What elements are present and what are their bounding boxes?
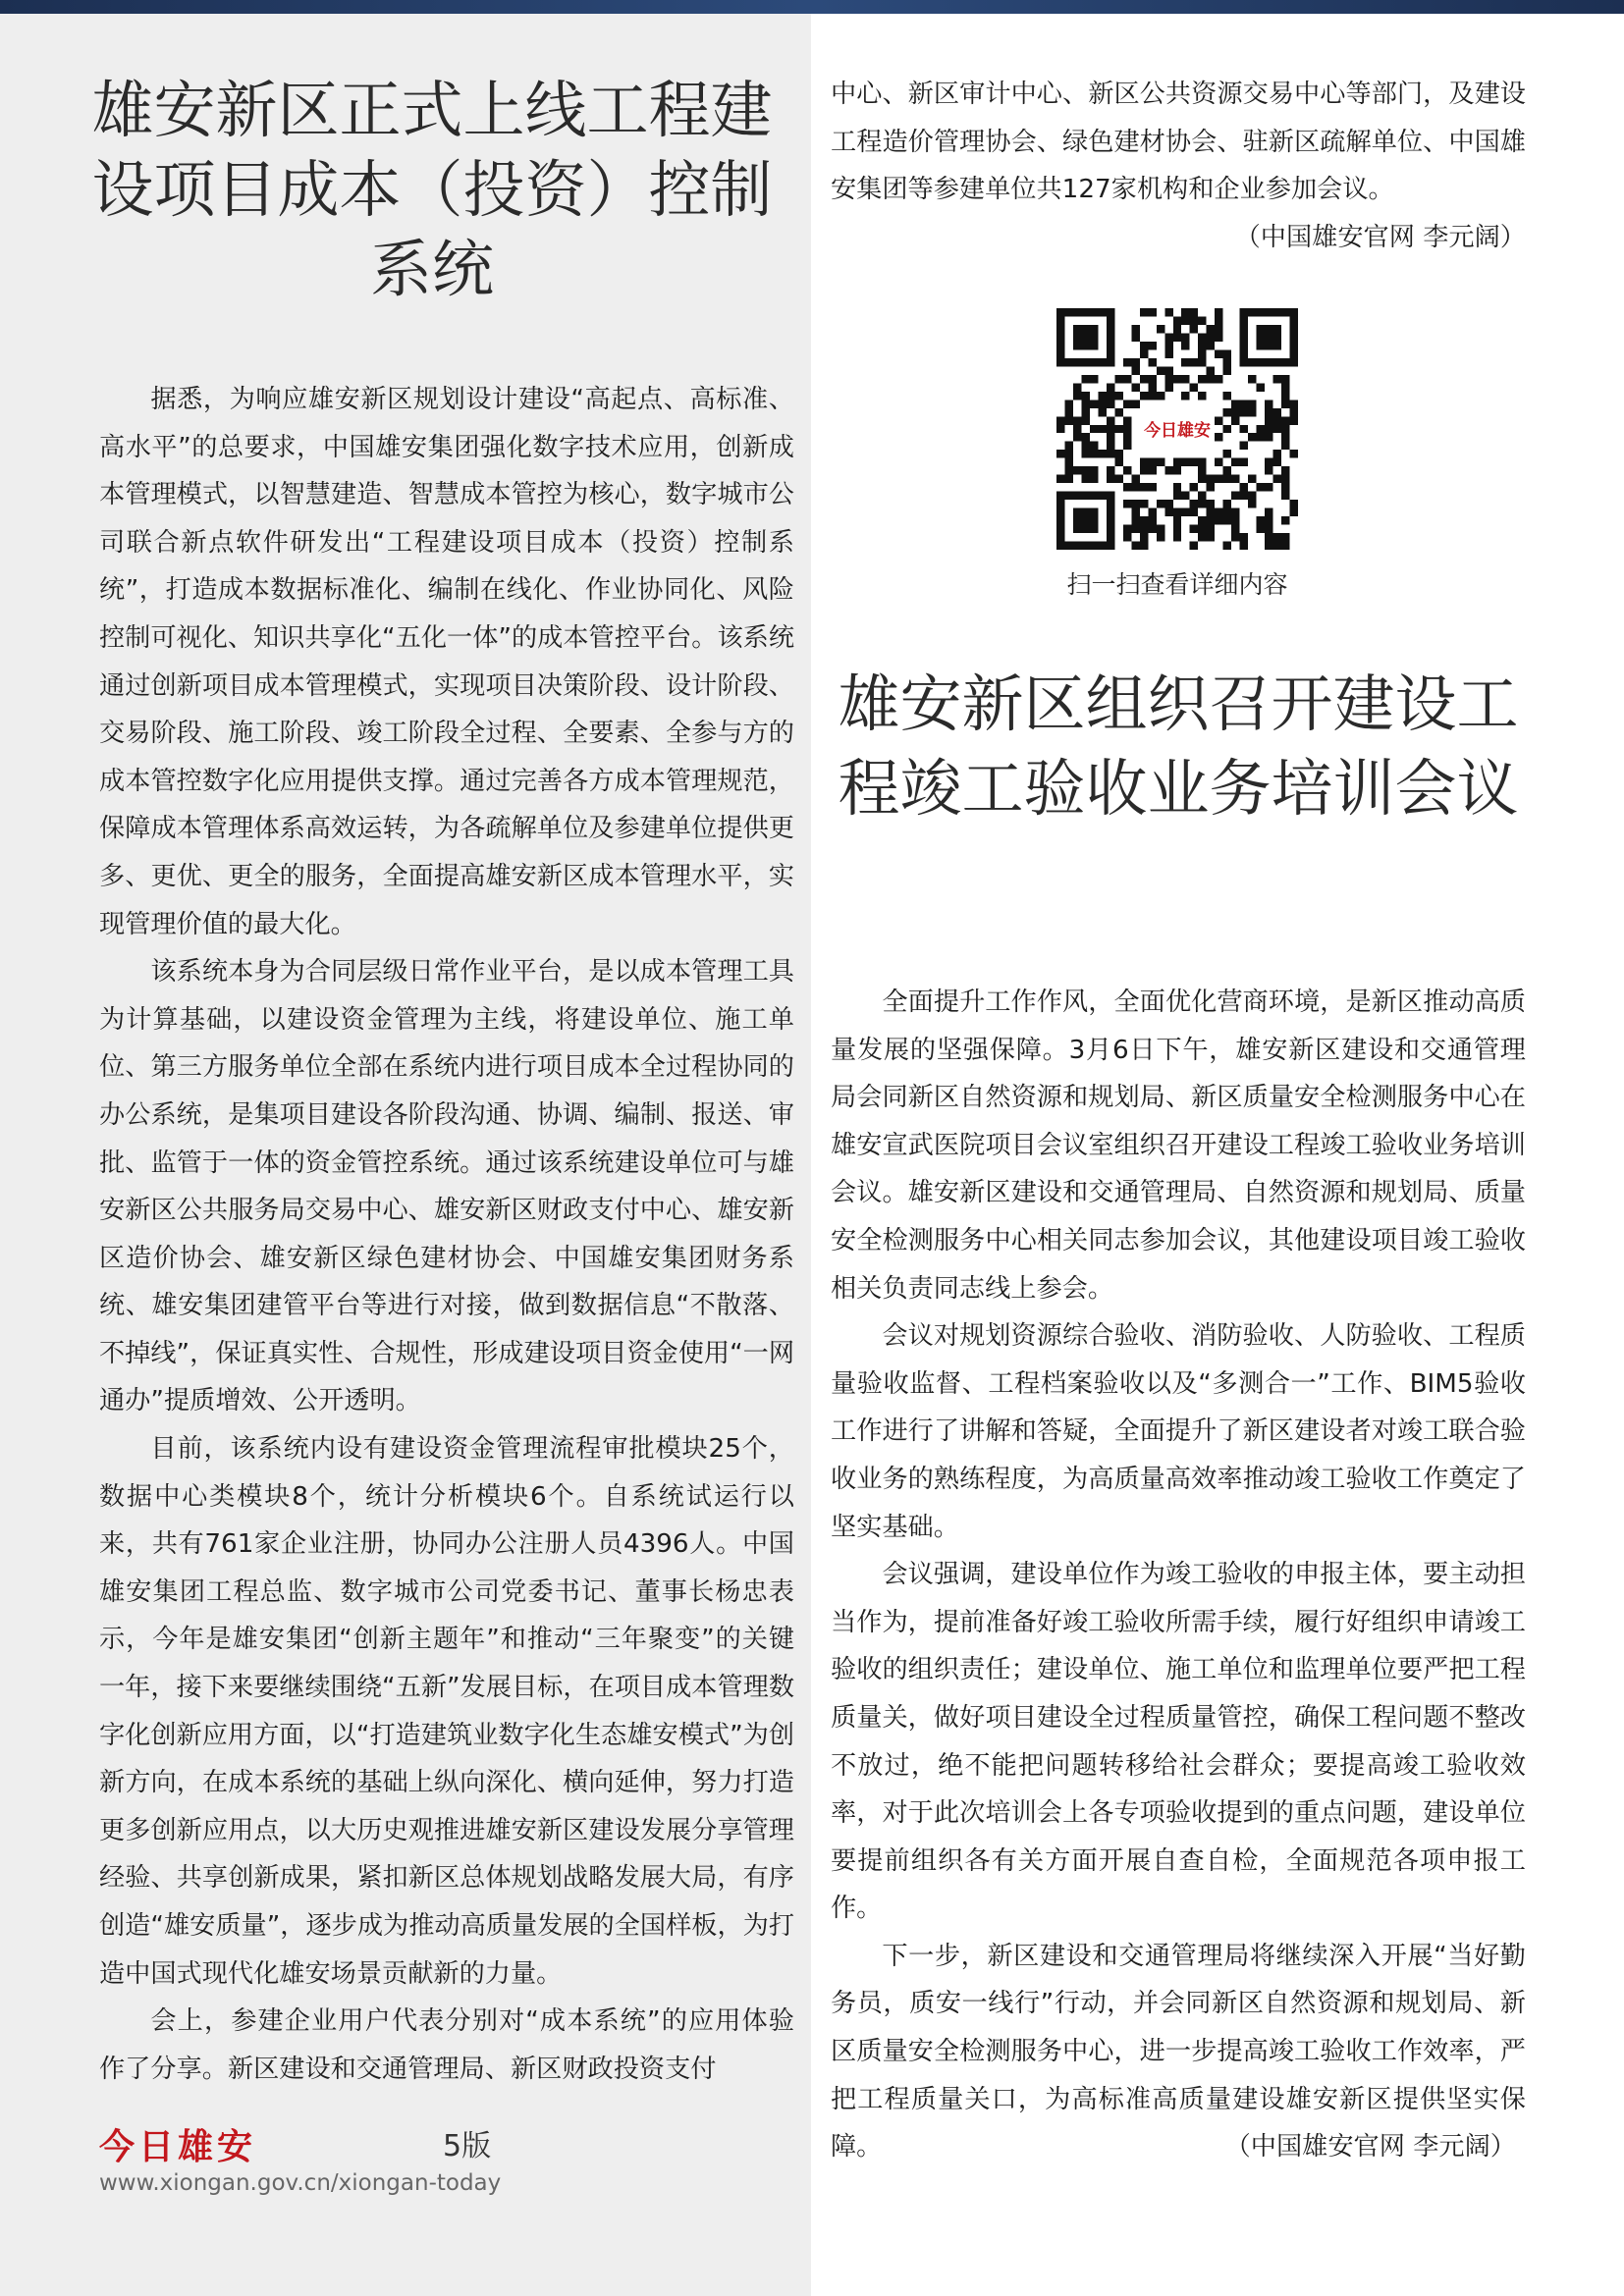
article2-body — [831, 979, 1526, 2171]
article1-paragraph: 据悉，为响应雄安新区规划设计建设“高起点、高标准、高水平”的总要求，中国雄安集团强化数字技术应用，创新成本管理模式，以智慧建造、智慧成本管控为核心，数字城市公司联合新点软件研发出“工程建设项目成本（投资）控制系统”，打造成本数据标准化、编制在线化、作业协同化、风险控制可视化、知识共享化“五化一体”的成本管控平台。该系统通过创新项目成本管理模式，实现项目决策阶段、设计阶段、交易阶段、施工阶段、竣工阶段全过程、全要素、全参与方的成本管控数字化应用提供支撑。通过完善各方成本管理规范，保障成本管理体系高效运转，为各疏解单位及参建单位提供更多、更优、更全的服务，全面提高雄安新区成本管理水平，实现管理价值的最大化。 — [99, 385, 795, 939]
article1-title: 雄安新区正式上线工程建设项目成本（投资）控制系统 — [91, 75, 773, 305]
article2-paragraph: 会议对规划资源综合验收、消防验收、人防验收、工程质量验收监督、工程档案验收以及“多测合一”工作、BIM5验收工作进行了讲解和答疑，全面提升了新区建设者对竣工联合验收业务的熟练程度，为高质量高效率推动竣工验收工作奠定了坚实基础。 — [831, 1321, 1526, 1542]
footer-logo: 今日雄安 — [99, 2126, 257, 2167]
article1-paragraph: 会上，参建企业用户代表分别对“成本系统”的应用体验作了分享。新区建设和交通管理局、新区财政投资支付 — [99, 2006, 794, 2084]
article2-paragraph: 会议强调，建设单位作为竣工验收的申报主体，要主动担当作为，提前准备好竣工验收所需手续，履行好组织申请竣工验收的组织责任；建设单位、施工单位和监理单位要严把工程质量关，做好项目建设全过程质量管控，确保工程问题不整改不放过，绝不能把问题转移给社会群众；要提高竣工验收效率，对于此次培训会上各专项验收提到的重点问题，建设单位要提前组织各有关方面开展自查自检，全面规范各项申报工作。 — [831, 1560, 1526, 1924]
article2-title: 雄安新区组织召开建设工程竣工验收业务培训会议 — [838, 668, 1519, 825]
article2-paragraph — [831, 1933, 1526, 2171]
qr-logo-text: 今日雄安 — [1144, 419, 1211, 440]
qr-caption: 扫一扫查看详细内容 — [1066, 570, 1288, 599]
article1-paragraph: 该系统本身为合同层级日常作业平台，是以成本管理工具为计算基础，以建设资金管理为主线，将建设单位、施工单位、第三方服务单位全部在系统内进行项目成本全过程协同的办公系统，是集项目建设各阶段沟通、协调、编制、报送、审批、监管于一体的资金管控系统。通过该系统建设单位可与雄安新区公共服务局交易中心、雄安新区财政支付中心、雄安新区造价协会、雄安新区绿色建材协会、中国雄安集团财务系统、雄安集团建管平台等进行对接，做到数据信息“不散落、不掉线”，保证真实性、合规性，形成建设项目资金使用“一网通办”提质增效、公开透明。 — [99, 957, 795, 1416]
top-bar — [0, 0, 1624, 14]
footer-url[interactable]: www.xiongan.gov.cn/xiongan-today — [99, 2170, 502, 2196]
article1-body — [99, 376, 794, 2093]
article2-paragraph-text: 下一步，新区建设和交通管理局将继续深入开展“当好勤务员，质安一线行”行动，并会同新区自然资源和规划局、新区质量安全检测服务中心，进一步提高竣工验收工作效率，严把工程质量关口，为高标准高质量建设雄安新区提供坚实保障。 — [831, 1941, 1526, 2163]
article1-paragraph: 目前，该系统内设有建设资金管理流程审批模块25个，数据中心类模块8个，统计分析模块6个。自系统试运行以来，共有761家企业注册，协同办公注册人员4396人。中国雄安集团工程总监、数字城市公司党委书记、董事长杨忠表示，今年是雄安集团“创新主题年”和推动“三年聚变”的关键一年，接下来要继续围绕“五新”发展目标，在项目成本管理数字化创新应用方面，以“打造建筑业数字化生态雄安模式”为创新方向，在成本系统的基础上纵向深化、横向延伸，努力打造更多创新应用点，以大历史观推进雄安新区建设发展分享管理经验、共享创新成果，紧扣新区总体规划战略发展大局，有序创造“雄安质量”，逐步成为推动高质量发展的全国样板，为打造中国式现代化雄安场景贡献新的力量。 — [99, 1434, 795, 1989]
article2-paragraph: 全面提升工作作风，全面优化营商环境，是新区推动高质量发展的坚强保障。3月6日下午，雄安新区建设和交通管理局会同新区自然资源和规划局、新区质量安全检测服务中心在雄安宣武医院项目会议室组织召开建设工程竣工验收业务培训会议。雄安新区建设和交通管理局、自然资源和规划局、质量安全检测服务中心相关同志参加会议，其他建设项目竣工验收相关负责同志线上参会。 — [831, 988, 1526, 1304]
article1-continuation — [831, 71, 1526, 261]
article1-source: （中国雄安官网 李元阔） — [1234, 222, 1526, 252]
qr-code[interactable] — [1056, 308, 1298, 550]
page-number: 5版 — [443, 2129, 492, 2163]
article2-source: （中国雄安官网 李元阔） — [1224, 2132, 1516, 2163]
article1-continuation-text: 中心、新区审计中心、新区公共资源交易中心等部门，及建设工程造价管理协会、绿色建材协会、驻新区疏解单位、中国雄安集团等参建单位共127家机构和企业参加会议。 — [831, 80, 1526, 205]
